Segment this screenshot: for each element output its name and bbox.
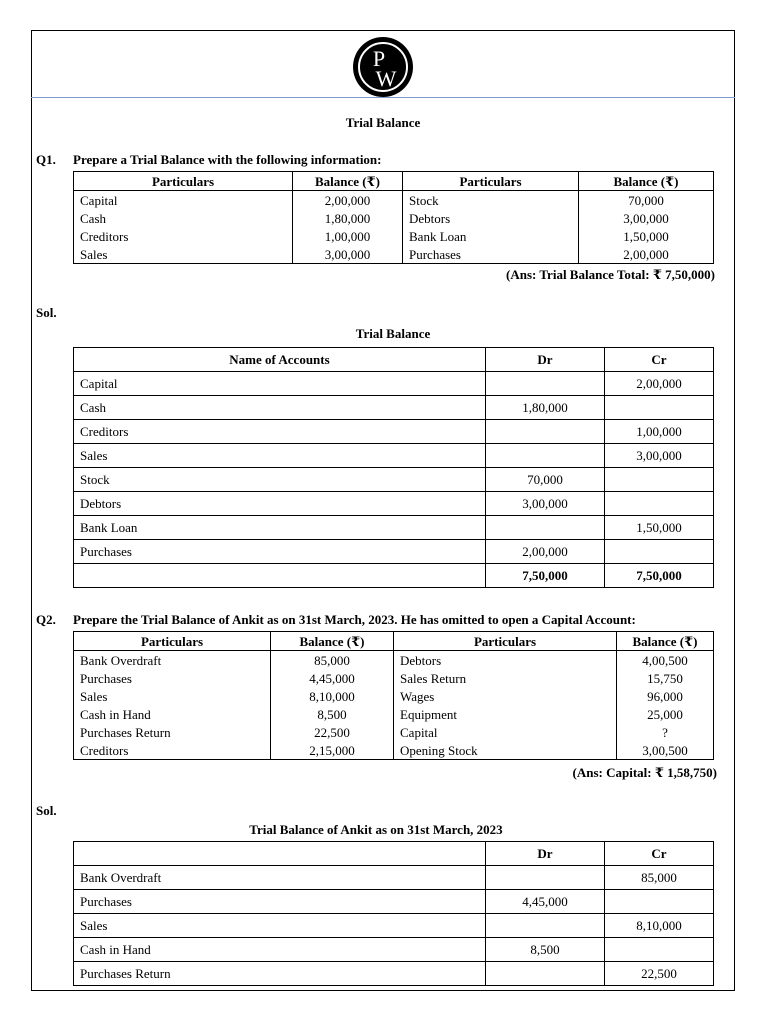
column-header: Cr xyxy=(605,348,714,372)
account-cell: Debtors xyxy=(74,492,486,516)
particular-cell: Debtors xyxy=(403,209,579,227)
particular-cell: Bank Overdraft xyxy=(74,651,271,670)
sol1-table xyxy=(73,347,714,588)
account-cell: Capital xyxy=(74,372,486,396)
table-row xyxy=(74,396,714,420)
column-header: Balance (₹) xyxy=(271,632,394,651)
cr-total: 7,50,000 xyxy=(605,564,714,588)
cr-cell xyxy=(605,468,714,492)
table-row xyxy=(74,420,714,444)
particular-cell: Purchases Return xyxy=(74,723,271,741)
svg-text:P: P xyxy=(372,46,386,71)
column-header: Name of Accounts xyxy=(74,348,486,372)
particular-cell: Creditors xyxy=(74,227,293,245)
q1-answer: (Ans: Trial Balance Total: ₹ 7,50,000) xyxy=(506,267,715,282)
sol2-label: Sol. xyxy=(36,803,57,818)
balance-cell: 2,00,000 xyxy=(579,245,714,264)
sol2-table xyxy=(73,841,714,986)
column-header: Balance (₹) xyxy=(579,172,714,191)
balance-cell: 2,15,000 xyxy=(271,741,394,760)
dr-cell xyxy=(486,372,605,396)
cr-cell xyxy=(605,492,714,516)
dr-cell: 1,80,000 xyxy=(486,396,605,420)
balance-cell: 22,500 xyxy=(271,723,394,741)
particular-cell: Cash in Hand xyxy=(74,705,271,723)
column-header xyxy=(74,842,486,866)
q2-text: Prepare the Trial Balance of Ankit as on 31st March, 2023. He has omitted to open a Capital Account: xyxy=(73,612,636,627)
balance-cell: 8,500 xyxy=(271,705,394,723)
table-row xyxy=(74,914,714,938)
table-row xyxy=(74,209,714,227)
particular-cell: Wages xyxy=(394,687,617,705)
table-row xyxy=(74,516,714,540)
account-cell: Creditors xyxy=(74,420,486,444)
dr-cell: 3,00,000 xyxy=(486,492,605,516)
account-cell: Sales xyxy=(74,444,486,468)
account-cell: Purchases xyxy=(74,890,486,914)
balance-cell: 25,000 xyxy=(617,705,714,723)
table-row xyxy=(74,651,714,670)
balance-cell: 3,00,000 xyxy=(579,209,714,227)
column-header: Dr xyxy=(486,842,605,866)
balance-cell: 15,750 xyxy=(617,669,714,687)
particular-cell: Capital xyxy=(394,723,617,741)
table-header-row xyxy=(74,632,714,651)
table-row xyxy=(74,723,714,741)
sol1-title: Trial Balance xyxy=(355,326,431,341)
balance-cell: ? xyxy=(617,723,714,741)
table-row xyxy=(74,669,714,687)
account-cell: Cash xyxy=(74,396,486,420)
column-header: Particulars xyxy=(74,632,271,651)
account-cell: Stock xyxy=(74,468,486,492)
q2-table xyxy=(73,631,714,760)
svg-text:W: W xyxy=(375,66,397,91)
particular-cell: Purchases xyxy=(403,245,579,264)
account-cell: Bank Loan xyxy=(74,516,486,540)
account-cell: Purchases Return xyxy=(74,962,486,986)
table-header-row xyxy=(74,348,714,372)
table-row xyxy=(74,492,714,516)
dr-cell: 2,00,000 xyxy=(486,540,605,564)
table-row xyxy=(74,741,714,760)
table-row xyxy=(74,444,714,468)
q1-label: Q1. xyxy=(36,152,56,167)
cr-cell xyxy=(605,540,714,564)
dr-cell: 4,45,000 xyxy=(486,890,605,914)
particular-cell: Purchases xyxy=(74,669,271,687)
q2-label: Q2. xyxy=(36,612,56,627)
balance-cell: 8,10,000 xyxy=(271,687,394,705)
balance-cell: 1,80,000 xyxy=(293,209,403,227)
column-header: Balance (₹) xyxy=(293,172,403,191)
table-row xyxy=(74,890,714,914)
particular-cell: Opening Stock xyxy=(394,741,617,760)
balance-cell: 3,00,000 xyxy=(293,245,403,264)
table-row xyxy=(74,191,714,210)
q2-answer: (Ans: Capital: ₹ 1,58,750) xyxy=(572,765,717,780)
particular-cell: Sales Return xyxy=(394,669,617,687)
table-row xyxy=(74,687,714,705)
dr-cell xyxy=(486,444,605,468)
dr-total: 7,50,000 xyxy=(486,564,605,588)
particular-cell: Equipment xyxy=(394,705,617,723)
cr-cell: 1,00,000 xyxy=(605,420,714,444)
account-cell: Sales xyxy=(74,914,486,938)
table-row xyxy=(74,938,714,962)
particular-cell: Sales xyxy=(74,245,293,264)
table-header-row xyxy=(74,842,714,866)
column-header: Particulars xyxy=(74,172,293,191)
balance-cell: 85,000 xyxy=(271,651,394,670)
dr-cell xyxy=(486,962,605,986)
table-row xyxy=(74,540,714,564)
table-row xyxy=(74,245,714,264)
q1-table xyxy=(73,171,714,264)
account-cell: Bank Overdraft xyxy=(74,866,486,890)
dr-cell xyxy=(486,914,605,938)
total-row xyxy=(74,564,714,588)
table-row xyxy=(74,705,714,723)
cr-cell: 3,00,000 xyxy=(605,444,714,468)
table-row xyxy=(74,227,714,245)
column-header: Balance (₹) xyxy=(617,632,714,651)
dr-cell: 8,500 xyxy=(486,938,605,962)
dr-cell: 70,000 xyxy=(486,468,605,492)
q1-text: Prepare a Trial Balance with the following information: xyxy=(73,152,382,167)
column-header: Cr xyxy=(605,842,714,866)
particular-cell: Creditors xyxy=(74,741,271,760)
particular-cell: Bank Loan xyxy=(403,227,579,245)
pw-logo xyxy=(352,36,414,98)
balance-cell: 3,00,500 xyxy=(617,741,714,760)
table-row xyxy=(74,962,714,986)
account-cell: Purchases xyxy=(74,540,486,564)
table-row xyxy=(74,468,714,492)
particular-cell: Sales xyxy=(74,687,271,705)
sol2-title: Trial Balance of Ankit as on 31st March, 2023 xyxy=(249,822,503,837)
cr-cell xyxy=(605,938,714,962)
cr-cell: 1,50,000 xyxy=(605,516,714,540)
dr-cell xyxy=(486,866,605,890)
dr-cell xyxy=(486,420,605,444)
particular-cell: Stock xyxy=(403,191,579,210)
doc-title: Trial Balance xyxy=(345,115,421,130)
cr-cell: 22,500 xyxy=(605,962,714,986)
balance-cell: 1,50,000 xyxy=(579,227,714,245)
cr-cell: 85,000 xyxy=(605,866,714,890)
balance-cell: 4,45,000 xyxy=(271,669,394,687)
dr-cell xyxy=(486,516,605,540)
column-header: Dr xyxy=(486,348,605,372)
cr-cell: 2,00,000 xyxy=(605,372,714,396)
balance-cell: 4,00,500 xyxy=(617,651,714,670)
particular-cell: Debtors xyxy=(394,651,617,670)
table-header-row xyxy=(74,172,714,191)
column-header: Particulars xyxy=(394,632,617,651)
particular-cell: Cash xyxy=(74,209,293,227)
column-header: Particulars xyxy=(403,172,579,191)
cr-cell xyxy=(605,890,714,914)
balance-cell: 96,000 xyxy=(617,687,714,705)
account-cell xyxy=(74,564,486,588)
cr-cell xyxy=(605,396,714,420)
balance-cell: 1,00,000 xyxy=(293,227,403,245)
particular-cell: Capital xyxy=(74,191,293,210)
table-row xyxy=(74,372,714,396)
account-cell: Cash in Hand xyxy=(74,938,486,962)
table-row xyxy=(74,866,714,890)
balance-cell: 2,00,000 xyxy=(293,191,403,210)
sol1-label: Sol. xyxy=(36,305,57,320)
cr-cell: 8,10,000 xyxy=(605,914,714,938)
balance-cell: 70,000 xyxy=(579,191,714,210)
